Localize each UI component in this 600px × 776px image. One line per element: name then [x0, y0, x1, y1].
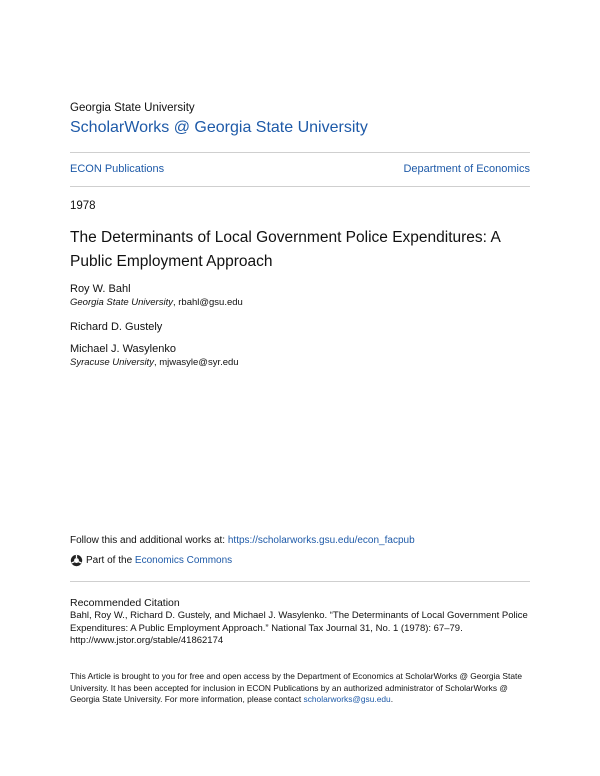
- economics-commons-link[interactable]: Economics Commons: [134, 555, 233, 566]
- author-email: , mjwasyle@syr.edu: [153, 357, 239, 368]
- part-of-line: [70, 554, 232, 567]
- footer-text: This Article is brought to you for free and open access by the Department of Economics at ScholarWorks @ Georgia State University. It has been accepted for inclusion in ECON Publications by an authorized administrator of ScholarWorks @ Georgia State University. For more information, please contact: [70, 671, 522, 704]
- affiliation-name: Georgia State University: [70, 297, 173, 308]
- department-link[interactable]: Department of Economics: [403, 163, 530, 175]
- divider: [70, 152, 530, 153]
- contact-email-link[interactable]: scholarworks@gsu.edu: [303, 694, 391, 704]
- footer-notice: [70, 671, 530, 706]
- paper-title: The Determinants of Local Government Police Expenditures: A Public Employment Approach: [70, 229, 500, 270]
- follow-text: Follow this and additional works at:: [70, 535, 228, 546]
- repository-link[interactable]: ScholarWorks @ Georgia State University: [70, 119, 368, 136]
- divider: [70, 581, 530, 582]
- author-affiliation: [70, 357, 239, 368]
- part-of-text: Part of the: [86, 555, 133, 566]
- citation-text: Bahl, Roy W., Richard D. Gustely, and Michael J. Wasylenko. “The Determinants of Local Government Police Expenditures: A Public Employment Approach.” National Tax Journal 31, No. 1 (1978): 67–79. http://www.jstor.org/stable/41862174: [70, 610, 528, 646]
- author-affiliation: [70, 297, 243, 308]
- author-email: , rbahl@gsu.edu: [172, 297, 243, 308]
- divider: [70, 186, 530, 187]
- author-name: Michael J. Wasylenko: [70, 343, 176, 355]
- citation-heading: Recommended Citation: [70, 597, 180, 609]
- collection-link[interactable]: ECON Publications: [70, 163, 165, 175]
- affiliation-name: Syracuse University: [70, 357, 154, 368]
- author-name: Richard D. Gustely: [70, 321, 163, 333]
- footer-end: .: [390, 694, 394, 704]
- follow-line: [70, 535, 415, 546]
- author-name: Roy W. Bahl: [70, 283, 131, 295]
- network-icon: [70, 554, 83, 567]
- publication-year: 1978: [70, 200, 96, 212]
- institution-name: Georgia State University: [70, 102, 195, 114]
- collection-url-link[interactable]: https://scholarworks.gsu.edu/econ_facpub: [227, 535, 415, 546]
